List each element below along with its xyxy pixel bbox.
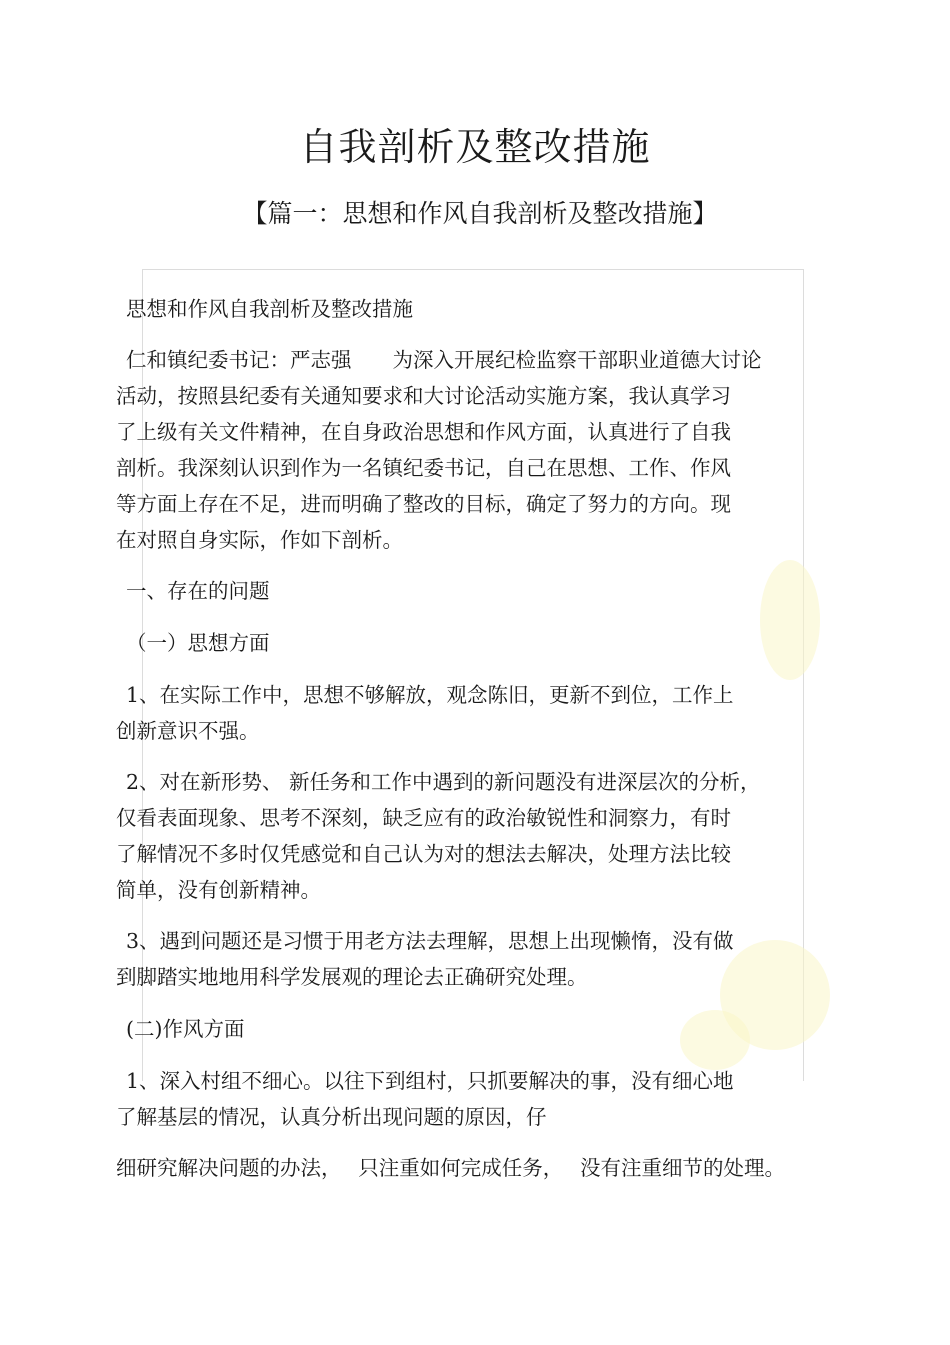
subsection-title-text: (二)作风方面 — [126, 1017, 245, 1041]
subsection-title — [126, 625, 826, 661]
intro-line: 剖析。我深刻认识到作为一名镇纪委书记，自己在思想、工作、作风 — [116, 456, 731, 480]
intro-line: 了上级有关文件精神，在自身政治思想和作风方面，认真进行了自我 — [116, 420, 731, 444]
scan-frame-top — [142, 269, 804, 270]
subsection-title-text: （一）思想方面 — [126, 631, 270, 655]
item-line: 仅看表面现象、思考不深刻，缺乏应有的政治敏锐性和洞察力，有时 — [116, 806, 731, 830]
list-item — [116, 764, 816, 908]
section-heading — [126, 291, 826, 327]
item-line: 了解情况不多时仅凭感觉和自己认为对的想法去解决，处理方法比较 — [116, 842, 731, 866]
heading-text: 思想和作风自我剖析及整改措施 — [126, 297, 413, 321]
intro-line: 等方面上存在不足，进而明确了整改的目标，确定了努力的方向。现 — [116, 492, 731, 516]
trailing-paragraph — [116, 1150, 816, 1186]
item-line: 到脚踏实地地用科学发展观的理论去正确研究处理。 — [116, 965, 588, 989]
section-title-text: 一、存在的问题 — [126, 579, 270, 603]
intro-line: 在对照自身实际，作如下剖析。 — [116, 528, 403, 552]
item-line: 1、在实际工作中，思想不够解放，观念陈旧，更新不到位，工作上 — [126, 683, 734, 707]
intro-paragraph — [116, 342, 816, 558]
subsection-title — [126, 1011, 826, 1047]
list-item — [116, 677, 816, 749]
intro-line: 仁和镇纪委书记：严志强 为深入开展纪检监察干部职业道德大讨论 — [126, 348, 762, 372]
section-title — [126, 573, 826, 609]
document-subtitle: 【篇一：思想和作风自我剖析及整改措施】 — [242, 199, 718, 228]
list-item — [116, 1063, 816, 1135]
item-line: 简单，没有创新精神。 — [116, 878, 321, 902]
item-line: 了解基层的情况，认真分析出现问题的原因，仔 — [116, 1105, 547, 1129]
item-line: 创新意识不强。 — [116, 719, 260, 743]
trailing-line: 细研究解决问题的办法， 只注重如何完成任务， 没有注重细节的处理。 — [116, 1156, 786, 1180]
list-item — [116, 923, 816, 995]
item-line: 3、遇到问题还是习惯于用老方法去理解，思想上出现懒惰，没有做 — [126, 929, 734, 953]
item-line: 1、深入村组不细心。以往下到组村，只抓要解决的事，没有细心地 — [126, 1069, 734, 1093]
intro-line: 活动，按照县纪委有关通知要求和大讨论活动实施方案，我认真学习 — [116, 384, 731, 408]
item-line: 2、对在新形势、 新任务和工作中遇到的新问题没有进深层次的分析， — [126, 770, 761, 794]
document-title: 自我剖析及整改措施 — [299, 125, 651, 169]
